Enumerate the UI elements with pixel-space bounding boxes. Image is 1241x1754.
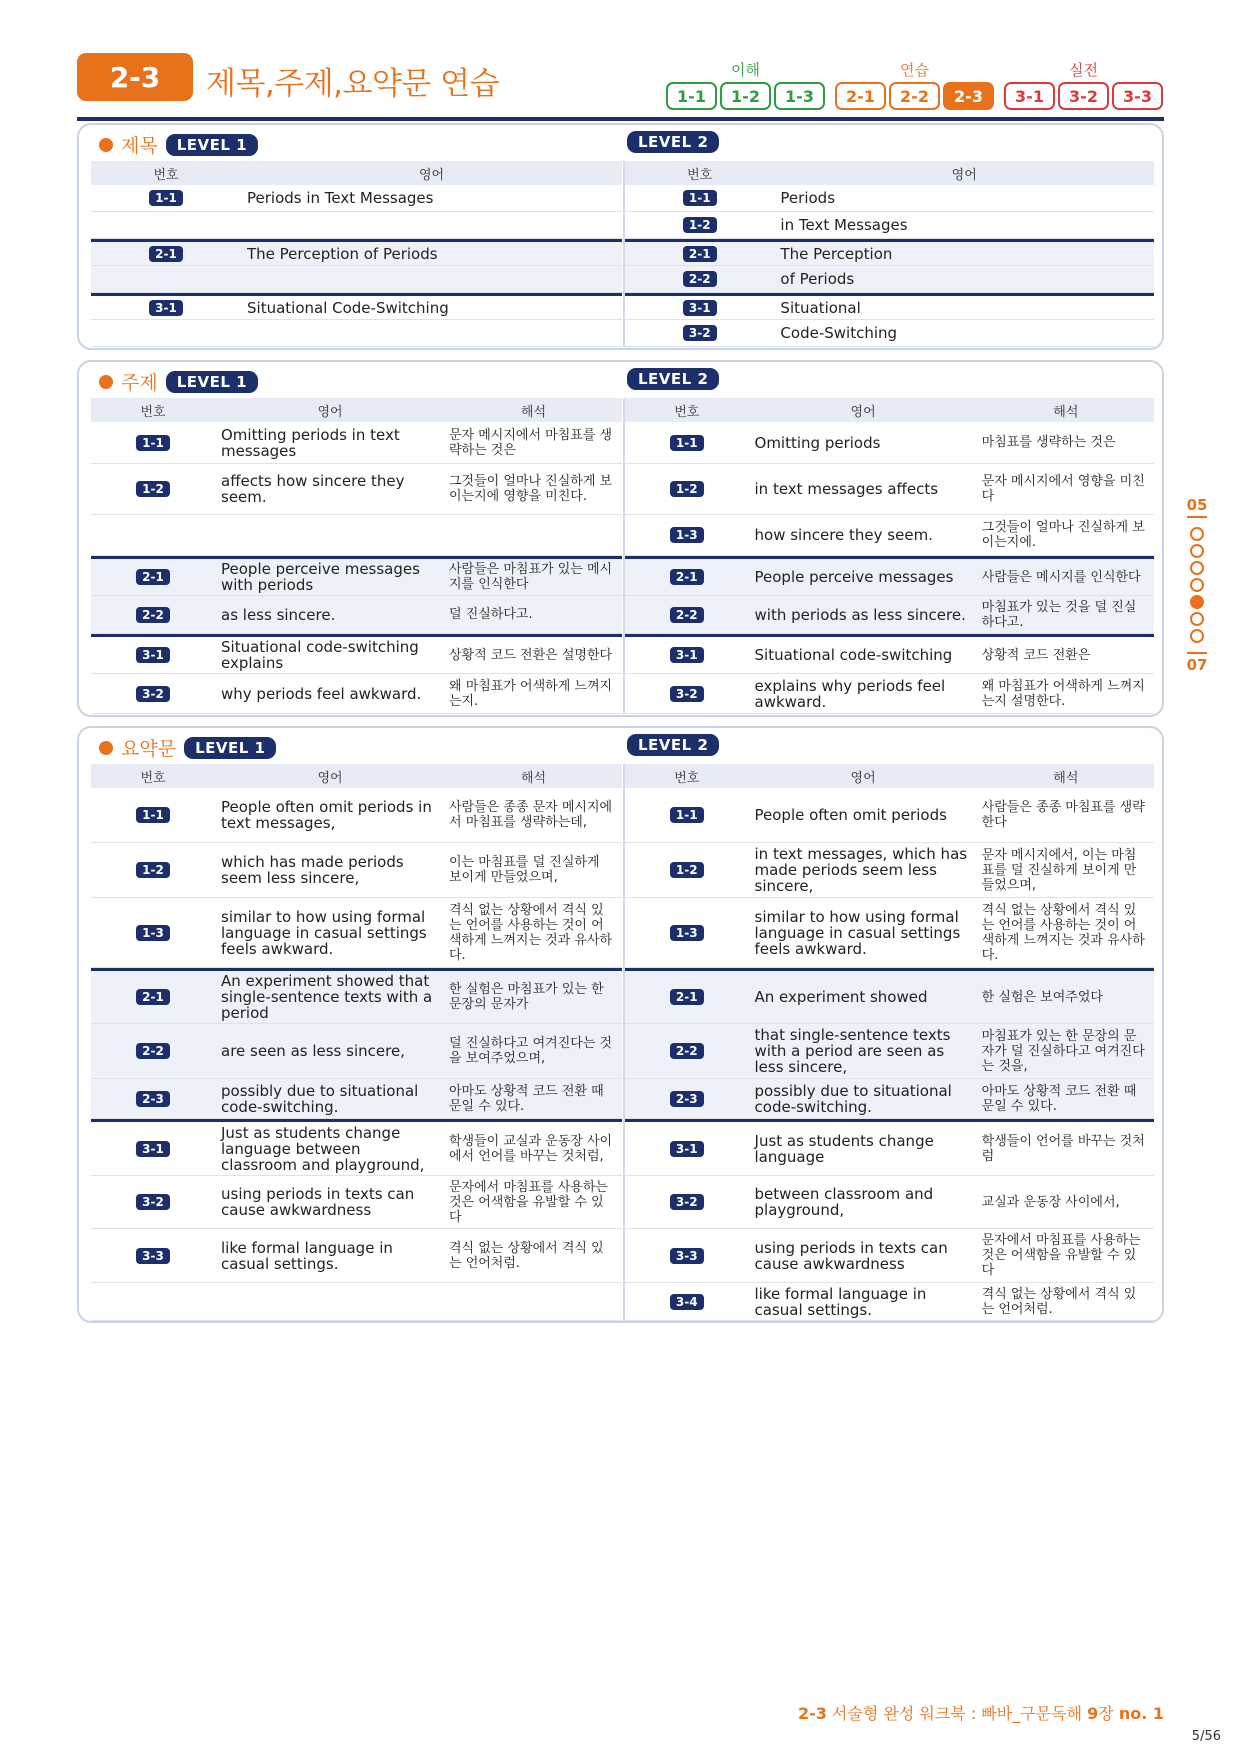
english-text: in Text Messages xyxy=(780,216,908,234)
table-row xyxy=(625,320,1154,347)
bullet-dot-icon xyxy=(99,741,113,755)
row-number-cell xyxy=(91,1091,215,1107)
footer-text: 서술형 완성 워크북 : 빠바_구문독해 xyxy=(826,1704,1088,1723)
table-row xyxy=(625,968,1154,1024)
row-number-cell xyxy=(625,325,774,341)
bullet-dot-icon xyxy=(99,138,113,152)
row-number-badge: 1-2 xyxy=(136,862,170,878)
table-row xyxy=(91,320,622,347)
row-number-badge: 1-1 xyxy=(136,807,170,823)
korean-translation: 왜 마침표가 어색하게 느껴지는지 설명한다. xyxy=(981,678,1145,709)
level1-pill: LEVEL 1 xyxy=(166,134,258,156)
korean-translation: 한 실험은 보여주었다 xyxy=(981,989,1103,1005)
footer-chapter-suffix: 장 xyxy=(1098,1704,1119,1723)
english-text: which has made periods seem less sincere, xyxy=(221,853,404,887)
english-text: Situational code-switching explains xyxy=(221,638,419,672)
row-number-badge: 2-1 xyxy=(683,246,717,262)
row-number-cell xyxy=(625,246,774,262)
row-number-badge: 3-2 xyxy=(683,325,717,341)
row-number-cell xyxy=(91,1141,215,1157)
row-number-badge: 3-2 xyxy=(136,1194,170,1210)
summary-level2-table xyxy=(623,764,1154,1321)
section-badge: 2-3 xyxy=(77,53,193,101)
table-row xyxy=(91,968,622,1024)
english-text: as less sincere. xyxy=(221,605,336,624)
row-number-cell xyxy=(625,1248,749,1264)
table-row xyxy=(91,266,622,293)
row-number-badge: 2-2 xyxy=(670,1043,704,1059)
english-text: An experiment showed xyxy=(754,988,928,1006)
table-row xyxy=(91,185,622,212)
table-header xyxy=(91,161,622,185)
row-number-cell xyxy=(91,246,241,262)
table-row xyxy=(625,515,1154,556)
korean-translation: 덜 진실하다고. xyxy=(449,607,533,622)
nav-btn-3-3[interactable]: 3-3 xyxy=(1112,82,1163,110)
table-row xyxy=(625,185,1154,212)
korean-translation: 교실과 운동장 사이에서, xyxy=(981,1194,1120,1210)
summary-section-head-right xyxy=(627,734,719,756)
row-number-cell xyxy=(91,607,215,623)
english-text: Situational code-switching xyxy=(754,646,953,664)
english-text: why periods feel awkward. xyxy=(221,684,422,703)
row-number-cell xyxy=(625,217,774,233)
table-row xyxy=(91,596,622,634)
english-text: how sincere they seem. xyxy=(754,526,933,544)
table-row xyxy=(625,239,1154,266)
row-number-badge: 1-3 xyxy=(136,925,170,941)
english-text: Situational xyxy=(780,298,861,317)
table-row xyxy=(625,212,1154,239)
table-row xyxy=(91,1176,622,1229)
title-section xyxy=(77,123,1164,350)
progress-dot xyxy=(1190,544,1204,558)
nav-group-label-understand: 이해 xyxy=(731,61,760,79)
row-number-cell xyxy=(625,435,749,451)
progress-end-label: 07 xyxy=(1186,656,1208,674)
table-row xyxy=(91,1229,622,1283)
table-row xyxy=(625,1024,1154,1079)
progress-dot xyxy=(1190,561,1204,575)
korean-translation: 그것들이 얼마나 진실하게 보이는지에. xyxy=(981,520,1145,550)
level1-pill: LEVEL 1 xyxy=(166,371,258,393)
row-number-cell xyxy=(91,190,241,206)
english-text: Situational Code-Switching xyxy=(247,298,449,317)
korean-translation: 덜 진실하다고 여겨진다는 것을 보여주었으며, xyxy=(449,1036,613,1066)
table-row xyxy=(625,1229,1154,1283)
nav-btn-1-3[interactable]: 1-3 xyxy=(774,82,825,110)
nav-group-real xyxy=(1004,82,1163,110)
col-num-header: 번호 xyxy=(140,404,166,420)
row-number-badge: 2-2 xyxy=(670,607,704,623)
korean-translation: 문자 메시지에서 영향을 미친다 xyxy=(981,474,1145,504)
row-number-cell xyxy=(91,989,215,1005)
korean-translation: 문자 메시지에서, 이는 마침표를 덜 진실하게 보이게 만들었으며, xyxy=(981,847,1137,893)
english-text: with periods as less sincere. xyxy=(754,605,966,624)
row-number-cell xyxy=(91,686,215,702)
english-text: are seen as less sincere, xyxy=(221,1042,405,1060)
table-row xyxy=(625,1176,1154,1229)
table-row xyxy=(91,843,622,898)
english-text: of Periods xyxy=(780,270,855,288)
nav-btn-3-1[interactable]: 3-1 xyxy=(1004,82,1055,110)
level1-pill: LEVEL 1 xyxy=(184,737,276,759)
row-number-badge: 1-3 xyxy=(670,925,704,941)
row-number-badge: 2-2 xyxy=(136,607,170,623)
english-text: People often omit periods in text messages, xyxy=(221,798,432,832)
table-row xyxy=(625,422,1154,464)
table-row xyxy=(91,674,622,714)
topic-section-head-right xyxy=(627,368,719,390)
col-num-header: 번호 xyxy=(140,770,166,786)
korean-translation: 이는 마침표를 덜 진실하게 보이게 만들었으며, xyxy=(449,855,600,885)
korean-translation: 마침표를 생략하는 것은 xyxy=(981,435,1116,450)
row-number-badge: 2-1 xyxy=(670,569,704,585)
row-number-cell xyxy=(625,527,749,543)
korean-translation: 문자 메시지에서 마침표를 생략하는 것은 xyxy=(449,427,613,458)
col-ko-header: 해석 xyxy=(520,404,547,420)
korean-translation: 문자에서 마침표를 사용하는 것은 어색함을 유발할 수 있다 xyxy=(449,1179,608,1225)
row-number-badge: 1-1 xyxy=(683,190,717,206)
english-text: using periods in texts can cause awkwardness xyxy=(754,1238,948,1273)
title-level2-table xyxy=(623,161,1154,347)
row-number-cell xyxy=(625,271,774,287)
row-number-cell xyxy=(625,989,749,1005)
nav-btn-2-1[interactable]: 2-1 xyxy=(835,82,886,110)
row-number-badge: 3-3 xyxy=(136,1248,170,1264)
korean-translation: 사람들은 마침표가 있는 메시지를 인식한다 xyxy=(449,562,613,592)
col-num-header: 번호 xyxy=(687,167,713,183)
col-ko-header: 해석 xyxy=(520,770,547,786)
table-row xyxy=(625,1119,1154,1176)
english-text: possibly due to situational code-switching. xyxy=(221,1081,419,1116)
summary-level1-table xyxy=(91,764,622,1321)
table-row xyxy=(91,898,622,968)
table-row xyxy=(91,515,622,556)
topic-section-head xyxy=(99,368,258,395)
row-number-cell xyxy=(625,925,749,941)
table-row xyxy=(91,788,622,843)
row-number-cell xyxy=(625,647,749,663)
col-en-header: 영어 xyxy=(850,770,876,786)
row-number-cell xyxy=(91,807,215,823)
table-row xyxy=(91,293,622,320)
topic-section xyxy=(77,360,1164,717)
row-number-badge: 2-2 xyxy=(683,271,717,287)
table-row xyxy=(91,634,622,674)
english-text: The Perception of Periods xyxy=(247,244,438,263)
english-text: Periods xyxy=(780,189,836,207)
nav-btn-1-1[interactable]: 1-1 xyxy=(666,82,717,110)
row-number-badge: 2-3 xyxy=(136,1091,170,1107)
korean-translation: 상황적 코드 전환은 xyxy=(981,647,1091,663)
row-number-cell xyxy=(625,607,749,623)
footer-chapter: 9 xyxy=(1087,1704,1099,1723)
korean-translation: 그것들이 얼마나 진실하게 보이는지에 영향을 미친다. xyxy=(449,474,613,504)
table-row xyxy=(625,293,1154,320)
table-row xyxy=(625,556,1154,596)
row-number-badge: 1-3 xyxy=(670,527,704,543)
table-row xyxy=(625,1079,1154,1119)
english-text: An experiment showed that single-sentence texts with a period xyxy=(221,972,433,1022)
nav-btn-1-2[interactable]: 1-2 xyxy=(720,82,771,110)
row-number-cell xyxy=(91,1043,215,1059)
row-number-cell xyxy=(625,862,749,878)
row-number-badge: 1-2 xyxy=(670,481,704,497)
korean-translation: 상황적 코드 전환은 설명한다 xyxy=(449,647,613,663)
col-en-header: 영어 xyxy=(951,167,977,183)
row-number-cell xyxy=(625,481,749,497)
row-number-badge: 1-2 xyxy=(683,217,717,233)
row-number-badge: 2-1 xyxy=(149,246,183,262)
footer-code: 2-3 xyxy=(797,1704,827,1723)
page-number: 5/56 xyxy=(1191,1729,1221,1744)
progress-dot xyxy=(1190,578,1204,592)
table-row xyxy=(91,212,622,239)
row-number-badge: 3-2 xyxy=(670,1194,704,1210)
topic-level2-table xyxy=(623,398,1154,714)
english-text: in text messages affects xyxy=(754,480,939,498)
progress-dot xyxy=(1190,527,1204,541)
table-header xyxy=(625,161,1154,185)
progress-dot xyxy=(1190,612,1204,626)
col-num-header: 번호 xyxy=(674,770,700,786)
row-number-cell xyxy=(625,1091,749,1107)
table-header xyxy=(625,398,1154,422)
row-number-cell xyxy=(91,481,215,497)
row-number-cell xyxy=(625,300,774,316)
progress-dot-current xyxy=(1190,595,1204,609)
table-header xyxy=(91,764,622,788)
level2-pill: LEVEL 2 xyxy=(627,734,719,756)
english-text: Omitting periods in text messages xyxy=(221,425,400,460)
korean-translation: 사람들은 메시지를 인식한다 xyxy=(981,569,1141,585)
section-label: 제목 xyxy=(121,135,158,157)
bullet-dot-icon xyxy=(99,375,113,389)
title-section-head xyxy=(99,131,258,158)
nav-btn-2-3[interactable]: 2-3 xyxy=(943,82,994,110)
english-text: Just as students change language between classroom and playground, xyxy=(221,1123,425,1174)
summary-section xyxy=(77,726,1164,1323)
korean-translation: 아마도 상황적 코드 전환 때문일 수 있다. xyxy=(449,1083,604,1114)
row-number-cell xyxy=(91,300,241,316)
korean-translation: 마침표가 있는 것을 덜 진실하다고. xyxy=(981,599,1137,630)
section-label: 요약문 xyxy=(121,738,177,760)
title-section-head-right xyxy=(627,131,719,153)
english-text: similar to how using formal language in casual settings feels awkward. xyxy=(221,907,427,958)
korean-translation: 마침표가 있는 한 문장의 문자가 덜 진실하다고 여겨진다는 것을, xyxy=(981,1028,1145,1074)
row-number-badge: 3-1 xyxy=(149,300,183,316)
row-number-cell xyxy=(625,807,749,823)
row-number-badge: 1-2 xyxy=(670,862,704,878)
title-level1-table xyxy=(91,161,622,347)
nav-btn-3-2[interactable]: 3-2 xyxy=(1058,82,1109,110)
row-number-badge: 1-1 xyxy=(670,807,704,823)
korean-translation: 아마도 상황적 코드 전환 때문일 수 있다. xyxy=(981,1083,1137,1114)
col-ko-header: 해석 xyxy=(1053,770,1079,786)
row-number-cell xyxy=(91,435,215,451)
row-number-cell xyxy=(91,1194,215,1210)
row-number-badge: 3-2 xyxy=(136,686,170,702)
table-header xyxy=(91,398,622,422)
row-number-badge: 1-1 xyxy=(149,190,183,206)
korean-translation: 사람들은 종종 문자 메시지에서 마침표를 생략하는데, xyxy=(449,800,613,830)
footer-caption xyxy=(798,1701,1164,1724)
table-row xyxy=(625,464,1154,515)
row-number-badge: 2-1 xyxy=(670,989,704,1005)
row-number-badge: 3-3 xyxy=(670,1248,704,1264)
row-number-badge: 3-4 xyxy=(670,1294,704,1310)
english-text: affects how sincere they seem. xyxy=(221,472,405,506)
english-text: Just as students change language xyxy=(754,1131,934,1166)
korean-translation: 문자에서 마침표를 사용하는 것은 어색함을 유발할 수 있다 xyxy=(981,1233,1141,1278)
table-row xyxy=(625,634,1154,674)
table-row xyxy=(91,1283,622,1321)
english-text: Omitting periods xyxy=(754,433,881,452)
english-text: like formal language in casual settings. xyxy=(754,1284,927,1319)
row-number-cell xyxy=(625,569,749,585)
row-number-badge: 1-2 xyxy=(136,481,170,497)
table-row xyxy=(625,674,1154,714)
page-title: 제목,주제,요약문 연습 xyxy=(206,66,500,102)
korean-translation: 한 실험은 마침표가 있는 한 문장의 문자가 xyxy=(449,982,604,1012)
table-row xyxy=(625,266,1154,293)
row-number-cell xyxy=(625,1043,749,1059)
progress-dot xyxy=(1190,629,1204,643)
english-text: The Perception xyxy=(780,244,893,263)
chapter-progress-indicator xyxy=(1186,496,1208,674)
col-ko-header: 해석 xyxy=(1053,404,1079,420)
level2-pill: LEVEL 2 xyxy=(627,368,719,390)
progress-dots xyxy=(1190,524,1204,646)
row-number-cell xyxy=(91,569,215,585)
nav-group-understand xyxy=(666,82,825,110)
row-number-badge: 3-1 xyxy=(136,1141,170,1157)
korean-translation: 격식 없는 상황에서 격식 있는 언어를 사용하는 것이 어색하게 느껴지는 것과 유사하다. xyxy=(981,902,1145,963)
english-text: People perceive messages with periods xyxy=(221,560,420,594)
english-text: Periods in Text Messages xyxy=(247,189,434,207)
table-row xyxy=(91,1024,622,1079)
table-row xyxy=(91,464,622,515)
col-num-header: 번호 xyxy=(674,404,700,420)
korean-translation: 격식 없는 상황에서 격식 있는 언어처럼. xyxy=(981,1286,1137,1317)
topic-level1-table xyxy=(91,398,622,714)
table-row xyxy=(91,239,622,266)
english-text: People perceive messages xyxy=(754,568,954,586)
row-number-cell xyxy=(91,862,215,878)
row-number-cell xyxy=(91,647,215,663)
level2-pill: LEVEL 2 xyxy=(627,131,719,153)
row-number-badge: 3-1 xyxy=(136,647,170,663)
row-number-badge: 3-1 xyxy=(670,1141,704,1157)
progress-start-label: 05 xyxy=(1186,496,1208,514)
table-row xyxy=(625,898,1154,968)
row-number-badge: 1-1 xyxy=(136,435,170,451)
english-text: that single-sentence texts with a period are seen as less sincere, xyxy=(754,1026,951,1076)
english-text: in text messages, which has made periods seem less sincere, xyxy=(754,845,968,895)
table-row xyxy=(91,556,622,596)
english-text: similar to how using formal language in casual settings feels awkward. xyxy=(754,907,961,958)
row-number-badge: 2-1 xyxy=(136,569,170,585)
table-row xyxy=(625,788,1154,843)
korean-translation: 학생들이 교실과 운동장 사이에서 언어를 바꾸는 것처럼, xyxy=(449,1133,613,1164)
english-text: People often omit periods xyxy=(754,806,947,824)
header-divider xyxy=(77,117,1164,121)
table-row xyxy=(91,1119,622,1176)
table-row xyxy=(91,422,622,464)
table-row xyxy=(91,1079,622,1119)
nav-group-practice xyxy=(835,82,994,110)
row-number-badge: 3-1 xyxy=(683,300,717,316)
progress-divider xyxy=(1187,652,1207,654)
row-number-cell xyxy=(625,686,749,702)
nav-btn-2-2[interactable]: 2-2 xyxy=(889,82,940,110)
english-text: Code-Switching xyxy=(780,324,898,342)
korean-translation: 격식 없는 상황에서 격식 있는 언어처럼. xyxy=(449,1240,604,1271)
col-en-header: 영어 xyxy=(317,404,343,420)
row-number-cell xyxy=(625,1194,749,1210)
korean-translation: 격식 없는 상황에서 격식 있는 언어를 사용하는 것이 어색하게 느껴지는 것과 유사하다. xyxy=(449,902,613,963)
korean-translation: 왜 마침표가 어색하게 느껴지는지. xyxy=(449,678,613,709)
col-en-header: 영어 xyxy=(317,770,343,786)
row-number-cell xyxy=(91,1248,215,1264)
row-number-badge: 2-2 xyxy=(136,1043,170,1059)
table-row xyxy=(625,843,1154,898)
table-row xyxy=(625,596,1154,634)
nav-group-label-real: 실전 xyxy=(1069,61,1098,79)
row-number-cell xyxy=(625,1141,749,1157)
row-number-badge: 2-1 xyxy=(136,989,170,1005)
col-en-header: 영어 xyxy=(850,404,876,420)
row-number-badge: 2-3 xyxy=(670,1091,704,1107)
row-number-badge: 3-1 xyxy=(670,647,704,663)
korean-translation: 사람들은 종종 마침표를 생략한다 xyxy=(981,800,1145,830)
row-number-cell xyxy=(625,1294,749,1310)
section-label: 주제 xyxy=(121,372,158,394)
col-en-header: 영어 xyxy=(418,167,445,183)
english-text: using periods in texts can cause awkwardness xyxy=(221,1185,415,1219)
row-number-badge: 1-1 xyxy=(670,435,704,451)
korean-translation: 학생들이 언어를 바꾸는 것처럼 xyxy=(981,1133,1145,1164)
row-number-cell xyxy=(91,925,215,941)
english-text: possibly due to situational code-switching. xyxy=(754,1081,952,1116)
summary-section-head xyxy=(99,734,276,761)
col-num-header: 번호 xyxy=(153,167,179,183)
english-text: explains why periods feel awkward. xyxy=(754,676,946,711)
row-number-cell xyxy=(625,190,774,206)
table-row xyxy=(625,1283,1154,1321)
footer-number: no. 1 xyxy=(1118,1704,1164,1723)
progress-divider xyxy=(1187,516,1207,518)
row-number-badge: 3-2 xyxy=(670,686,704,702)
english-text: like formal language in casual settings. xyxy=(221,1238,393,1273)
table-header xyxy=(625,764,1154,788)
nav-group-label-practice: 연습 xyxy=(900,61,929,79)
english-text: between classroom and playground, xyxy=(754,1185,934,1219)
